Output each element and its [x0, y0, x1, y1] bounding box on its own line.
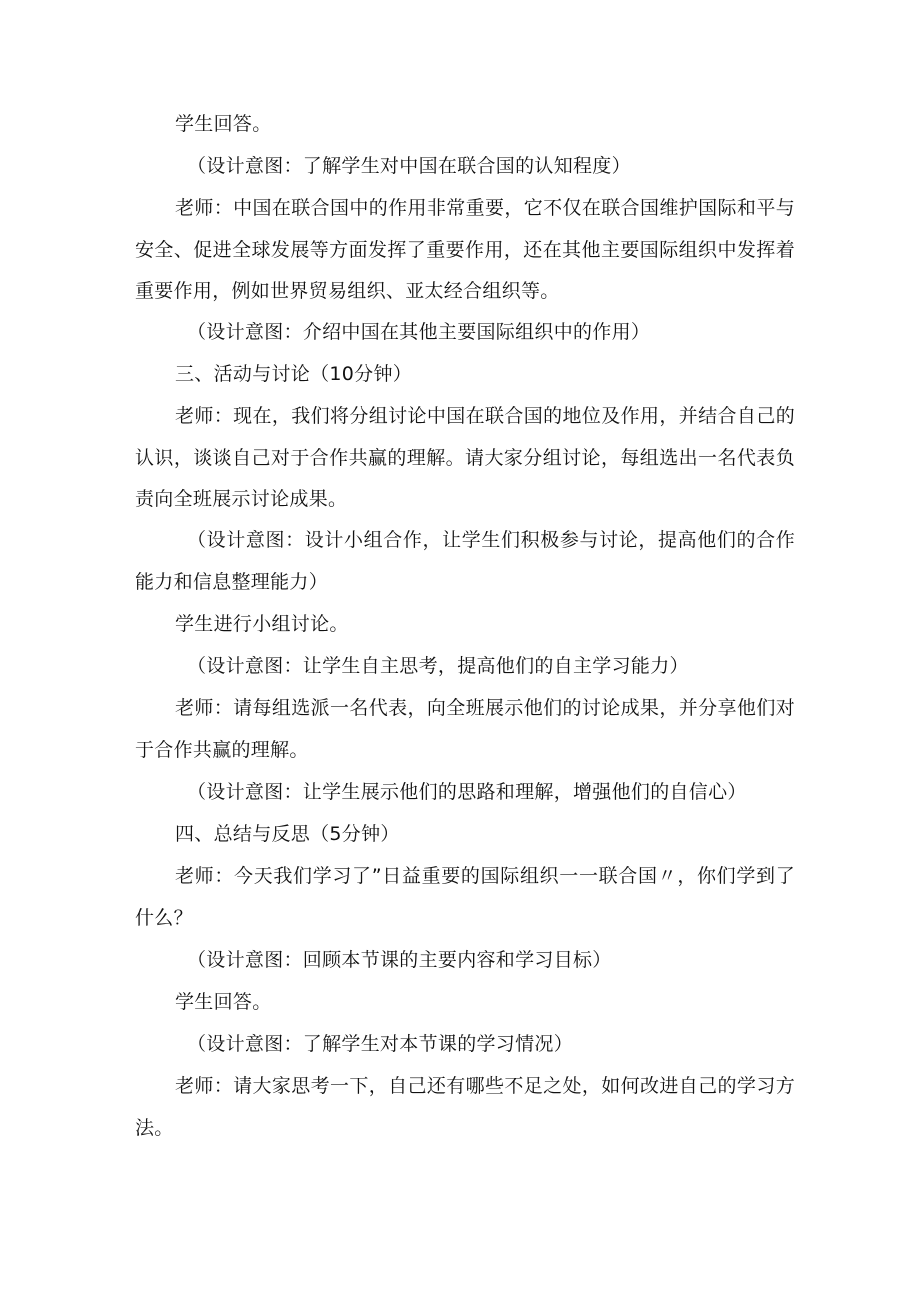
paragraph-teacher-2: 老师：现在，我们将分组讨论中国在联合国的地位及作用，并结合自己的认识，谈谈自己对于合作共赢的理解。请大家分组讨论，每组选出一名代表负责向全班展示讨论成果。: [135, 405, 795, 510]
paragraph-design-intent-1: （设计意图：了解学生对中国在联合国的认知程度）: [187, 155, 631, 177]
paragraph-teacher-3: 老师：请每组选派一名代表，向全班展示他们的讨论成果，并分享他们对于合作共赢的理解。: [135, 697, 795, 761]
paragraph-teacher-4: 老师：今天我们学习了”日益重要的国际组织一一联合国〃，你们学到了什么？: [135, 865, 795, 929]
section-heading-activity: 三、活动与讨论（10分钟）: [175, 363, 413, 385]
paragraph-student-answer-1: 学生回答。: [175, 113, 272, 135]
section-heading-summary: 四、总结与反思（5分钟）: [175, 823, 400, 845]
paragraph-teacher-1: 老师：中国在联合国中的作用非常重要，它不仅在联合国维护国际和平与安全、促进全球发展等方面发挥了重要作用，还在其他主要国际组织中发挥着重要作用，例如世界贸易组织、亚太经合组织等。: [135, 197, 795, 302]
paragraph-design-intent-4: （设计意图：让学生自主思考，提高他们的自主学习能力）: [187, 655, 689, 677]
paragraph-design-intent-6: （设计意图：回顾本节课的主要内容和学习目标）: [187, 949, 612, 971]
paragraph-design-intent-2: （设计意图：介绍中国在其他主要国际组织中的作用）: [187, 321, 651, 343]
paragraph-teacher-5: 老师：请大家思考一下，自己还有哪些不足之处，如何改进自己的学习方法。: [135, 1075, 795, 1139]
paragraph-student-answer-2: 学生回答。: [175, 991, 272, 1013]
paragraph-design-intent-7: （设计意图：了解学生对本节课的学习情况）: [187, 1033, 574, 1055]
paragraph-design-intent-5: （设计意图：让学生展示他们的思路和理解，增强他们的自信心）: [187, 781, 747, 803]
paragraph-design-intent-3: （设计意图：设计小组合作，让学生们积极参与讨论，提高他们的合作能力和信息整理能力）: [135, 529, 795, 593]
paragraph-student-discussion: 学生进行小组讨论。: [175, 613, 349, 635]
